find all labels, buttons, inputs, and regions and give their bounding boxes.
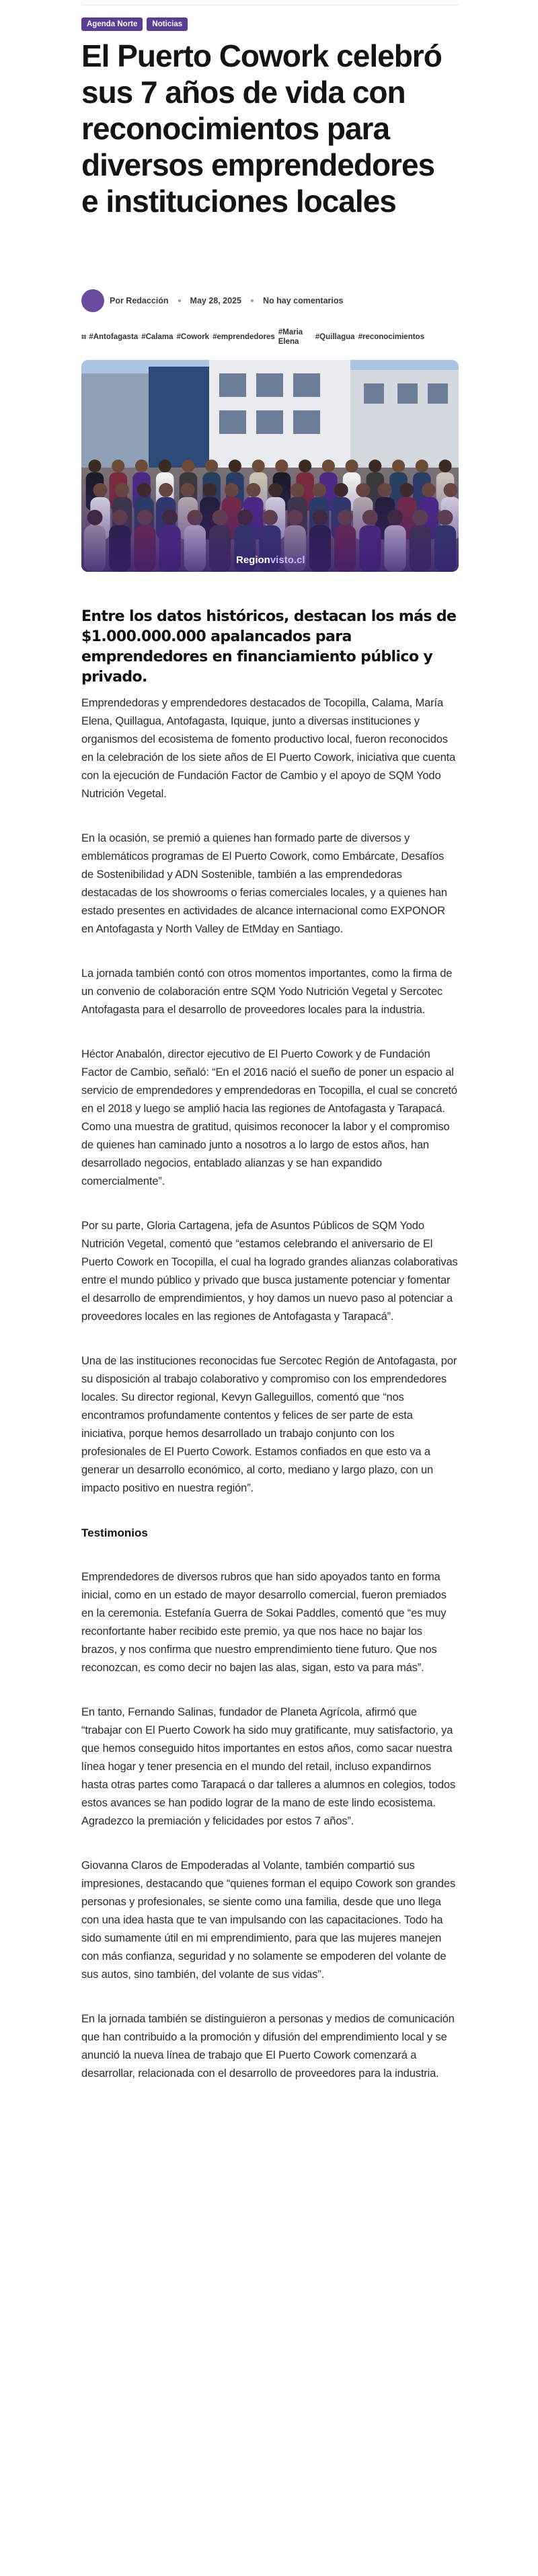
section-heading: Testimonios bbox=[81, 1526, 148, 1539]
article-lead: Entre los datos históricos, destacan los más de $1.000.000.000 apalancados para emprendedores en financiamiento público y privado. bbox=[81, 608, 457, 686]
tag-item[interactable]: #reconocimientos bbox=[358, 333, 424, 341]
tag-item[interactable]: #Quillagua bbox=[315, 333, 355, 341]
post-meta bbox=[81, 289, 459, 312]
tag-item[interactable]: #Antofagasta bbox=[89, 333, 139, 341]
tag-list bbox=[81, 322, 459, 353]
author-avatar[interactable] bbox=[81, 289, 104, 312]
tag-item[interactable]: #Cowork bbox=[176, 333, 210, 341]
paragraph: Una de las instituciones reconocidas fue Sercotec Región de Antofagasta, por su disposición al trabajo colaborativo y compromiso con los emprendedores locales. Su director regional, Kevyn Galleguillos, comentó que “nos encontramos profundamente contentos y felices de ser parte de esta iniciativa, porque hemos desarrollado un trabajo conjunto con los profesionales de El Puerto Cowork. Estamos confiados en que esto va a generar un desarrollo económico, al corto, mediano y largo plazo, con un impacto positivo en nuestra región”. bbox=[81, 1355, 457, 1494]
tag-item[interactable]: #Calama bbox=[141, 333, 174, 341]
paragraph: Emprendedores de diversos rubros que han sido apoyados tanto en forma inicial, como en un estado de mayor desarrollo comercial, fueron premiados en la ceremonia. Estefanía Guerra de Sokai Paddles, comentó que “es muy reconfortante haber recibido este premio, ya que nos hace no bajar los brazos, y nos confirma que nuestro emprendimiento tiene futuro. Que nos reconozcan, es como decir no bajen las alas, sigan, esto va para más”. bbox=[81, 1571, 447, 1674]
comments-count[interactable]: No hay comentarios bbox=[262, 296, 344, 305]
tag-item[interactable]: #Maria Elena bbox=[278, 328, 303, 346]
meta-separator bbox=[251, 299, 254, 302]
tag-icon: ⌗ bbox=[81, 332, 87, 342]
paragraph: En tanto, Fernando Salinas, fundador de Planeta Agrícola, afirmó que “trabajar con El Puerto Cowork ha sido muy gratificante, muy satisfactorio, ya que hemos conseguido hitos importantes en estos años, como sacar nuestra línea hogar y tener presencia en el mundo del retail, incluso expandirnos hasta otras partes como Tarapacá o dar talleres a alumnos en colegios, todos estos avances se han podido lograr de la mano de este lindo ecosistema. Agradezco la premiación y felicidades por estos 7 años”. bbox=[81, 1706, 456, 1827]
author-name[interactable]: Por Redacción bbox=[110, 296, 169, 305]
top-divider bbox=[81, 0, 459, 5]
paragraph: Giovanna Claros de Empoderadas al Volante, también compartió sus impresiones, destacando que “quienes forman el equipo Cowork son grandes personas y profesionales, se siente como una familia, desde que uno llega con una idea hasta que te van impulsando con las capacitaciones. Todo ha sido sumamente útil en mi emprendimiento, para que las mujeres manejen con más confianza, seguridad y no solamente se empoderen del volante de sus autos, sino también, del volante de sus vidas”. bbox=[81, 1860, 456, 1981]
group-photo bbox=[81, 360, 459, 572]
watermark-text: Regionvisto.cl bbox=[236, 554, 305, 566]
paragraph: Por su parte, Gloria Cartagena, jefa de Asuntos Públicos de SQM Yodo Nutrición Vegetal, comentó que “estamos celebrando el aniversario de El Puerto Cowork en Tocopilla, el cual ha logrado grandes alianzas colaborativas entre el mundo público y privado que busca justamente potenciar y fomentar el desarrollo de emprendimientos, y hoy damos un nuevo paso al potenciar a proveedores locales en las regiones de Antofagasta y Tarapacá”. bbox=[81, 1220, 458, 1323]
tag-item[interactable]: #emprendedores bbox=[213, 333, 275, 341]
paragraph: Héctor Anabalón, director ejecutivo de El Puerto Cowork y de Fundación Factor de Cambio, señaló: “En el 2016 nació el sueño de poner un espacio al servicio de emprendedores y emprendedoras en Tocopilla, el cual se concretó en el 2018 y luego se amplió hacia las regiones de Antofagasta y Tarapacá. Como una muestra de gratitud, quisimos reconocer la labor y el compromiso de quienes han caminado junto a nosotros a lo largo de estos años, han desarrollado negocios, entablado alianzas y se han expandido comercialmente”. bbox=[81, 1048, 457, 1187]
paragraph: En la ocasión, se premió a quienes han formado parte de diversos y emblemáticos programas de El Puerto Cowork, como Embárcate, Desafíos de Sostenibilidad y ADN Sostenible, también a las emprendedoras destacadas de los showrooms o ferias comerciales locales, y a quienes han estado presentes en actividades de alcance internacional como EXPONOR en Antofagasta y North Valley de EtMday en Santiago. bbox=[81, 832, 447, 935]
article-title: El Puerto Cowork celebró sus 7 años de vida con reconocimientos para diversos emprendedores e instituciones locales bbox=[81, 38, 442, 219]
article-body bbox=[81, 694, 459, 2109]
paragraph: La jornada también contó con otros momentos importantes, como la firma de un convenio de colaboración entre SQM Yodo Nutrición Vegetal y Sercotec Antofagasta para el desarrollo de proveedores locales para la industria. bbox=[81, 967, 453, 1016]
paragraph: En la jornada también se distinguieron a personas y medios de comunicación que han contribuido a la promoción y difusión del emprendimiento local y se anunció la nueva línea de trabajo que El Puerto Cowork comenzará a desarrollar, relacionada con el desarrollo de proveedores para la industria. bbox=[81, 2013, 455, 2080]
category-noticias[interactable]: Noticias bbox=[147, 17, 188, 31]
category-agenda-norte[interactable]: Agenda Norte bbox=[81, 17, 143, 31]
meta-separator bbox=[178, 299, 181, 302]
featured-image bbox=[81, 360, 459, 572]
post-date: May 28, 2025 bbox=[190, 296, 241, 305]
paragraph: Emprendedoras y emprendedores destacados de Tocopilla, Calama, María Elena, Quillagua, Antofagasta, Iquique, junto a diversas instituciones y organismos del ecosistema de fomento productivo local, fueron reconocidos en la celebración de los siete años de El Puerto Cowork, iniciativa que cuenta con la ejecución de Fundación Factor de Cambio y el apoyo de SQM Yodo Nutrición Vegetal. bbox=[81, 697, 456, 800]
category-list bbox=[81, 17, 459, 31]
